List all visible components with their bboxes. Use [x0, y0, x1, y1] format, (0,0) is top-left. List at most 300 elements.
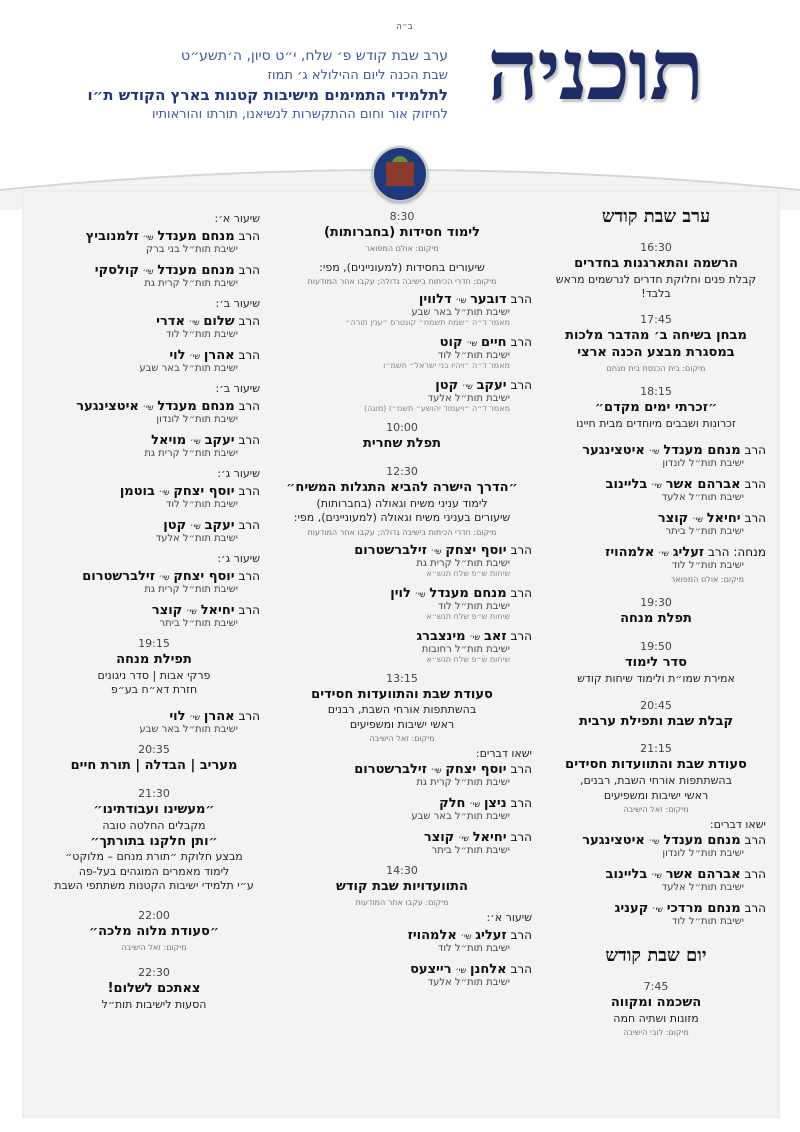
- column-motzaei-shabbat: [48, 210, 260, 1024]
- time-label: 16:30: [640, 241, 672, 254]
- event-location: מיקום: זאל הישיבה: [623, 804, 689, 814]
- speaker-list: [48, 709, 260, 735]
- speaker-last-name: אלמהויז: [605, 545, 655, 561]
- event-title: תפלת מנחה: [620, 611, 692, 627]
- speaker-yeshiva: ישיבת תות״ל ביתר: [431, 845, 510, 857]
- speaker-title: הרב: [238, 484, 260, 498]
- yeshiva-logo: [372, 146, 428, 202]
- speaker-honorific: שי׳: [142, 233, 154, 242]
- speaker-yeshiva: ישיבת תות״ל קרית גת: [144, 278, 238, 289]
- event-title: תפילת מנחה: [116, 652, 192, 667]
- speaker-entry: [48, 518, 260, 544]
- speaker-yeshiva: ישיבת תות״ל לונדון: [662, 458, 744, 470]
- event-subtitle: לימוד עניני משיח וגאולה (בחברותות): [316, 496, 488, 510]
- time-label: 17:45: [640, 313, 672, 327]
- speaker-entry: [272, 586, 532, 621]
- speaker-entry: [48, 603, 260, 629]
- shiur-label: שיעור ב׳:: [215, 297, 260, 310]
- speaker-honorific: שי׳: [648, 447, 660, 457]
- time-label: 18:15: [640, 385, 672, 399]
- speaker-last-name: לוי: [169, 709, 186, 725]
- speaker-first-name: אלחנן: [469, 961, 507, 977]
- speaker-last-name: זילברשטרום: [354, 542, 427, 558]
- speaker-honorific: שי׳: [430, 766, 442, 776]
- speaker-name: [546, 833, 766, 848]
- speaker-yeshiva: ישיבת תות״ל אלעד: [661, 492, 744, 504]
- event-subtitle: הסעות לישיבות תות״ל: [101, 998, 207, 1012]
- speaker-first-name: יעקב: [204, 518, 235, 533]
- speaker-first-name: יוסף יצחק: [445, 542, 507, 558]
- event-subtitle: שיעורים בחסידות (למעוניינים), מפי:: [319, 260, 485, 274]
- speaker-last-name: זלמנוביץ: [85, 229, 139, 244]
- section-heading-yom-shabbat: יום שבת קודש: [605, 944, 707, 966]
- speaker-name: [48, 314, 260, 329]
- speaker-title: הרב: [238, 518, 260, 532]
- schedule-item: [272, 864, 532, 907]
- speaker-title: הרב: [510, 762, 532, 777]
- event-subtitle: קבלת פנים וחלוקת חדרים לנרשמים מראש בלבד!: [555, 272, 757, 301]
- schedule-item: [272, 210, 532, 253]
- speaker-title: הרב: [238, 709, 260, 724]
- event-subtitle: מקבלים החלטה טובה: [102, 819, 206, 833]
- schedule-item: [48, 637, 260, 697]
- schedule-item: [272, 261, 532, 286]
- event-title: מעריב | הבדלה | תורת חיים: [70, 758, 238, 774]
- speaker-first-name: יוסף יצחק: [173, 484, 235, 499]
- time-label: 13:15: [386, 671, 418, 685]
- speaker-yeshiva: ישיבת תות״ל לוד: [165, 499, 238, 510]
- speaker-entry: [272, 928, 532, 954]
- speaker-entry: [48, 484, 260, 510]
- speaker-name: [546, 443, 766, 458]
- event-location: מיקום: לובי הישיבה: [623, 1028, 689, 1038]
- event-subtitle: זכרונות ושבבים מיוחדים מבית חיינו: [576, 417, 736, 431]
- schedule-item: [546, 742, 766, 813]
- event-title: סדר לימוד: [624, 655, 688, 671]
- speaker-topic: שיחות ש״פ שלח תנש״א: [426, 654, 510, 664]
- speaker-name: [48, 348, 260, 363]
- speaker-honorific: שי׳: [414, 589, 426, 599]
- event-location: מיקום: חדרי הכיתות בישיבה גדולה; עקבו אחר המודעות: [307, 277, 497, 287]
- speaker-last-name: קולסקי: [94, 263, 139, 278]
- schedule-item: [546, 980, 766, 1037]
- schedule-item: [48, 966, 260, 1012]
- speaker-name: [546, 901, 766, 916]
- speakers-label: ישאו דברים:: [475, 747, 532, 761]
- time-label: 19:30: [640, 596, 672, 610]
- speaker-entry: [48, 709, 260, 735]
- speaker-yeshiva: ישיבת תות״ל לוד: [437, 350, 510, 362]
- speaker-yeshiva: ישיבת תות״ל לונדון: [662, 847, 744, 859]
- speaker-entry: [546, 833, 766, 859]
- speaker-name: [48, 229, 260, 244]
- speaker-list: [546, 833, 766, 927]
- speaker-last-name: קטן: [435, 378, 459, 394]
- speaker-first-name: מנחם מענדל: [429, 585, 507, 601]
- speaker-yeshiva: ישיבת תות״ל ביתר: [665, 526, 744, 538]
- speaker-first-name: זעליג: [672, 545, 705, 561]
- event-location: מיקום: עקבו אחר המודעות: [355, 897, 449, 907]
- speaker-first-name: שלום: [203, 314, 235, 329]
- column-yom-shabbat: [272, 210, 532, 996]
- speaker-yeshiva: ישיבת תות״ל לוד: [437, 942, 510, 954]
- speaker-name: [48, 518, 260, 533]
- speaker-yeshiva: ישיבת תות״ל אלעד: [427, 393, 510, 405]
- speaker-yeshiva: ישיבת תות״ל באר שבע: [411, 811, 510, 823]
- schedule-item: [272, 672, 532, 743]
- speaker-name: [272, 762, 532, 777]
- speaker-name: [48, 399, 260, 414]
- speaker-first-name: מנחם מענדל: [157, 263, 235, 278]
- time-label: 19:50: [640, 640, 672, 654]
- event-title: תפלת שחרית: [362, 436, 442, 452]
- speaker-name: [48, 709, 260, 724]
- event-title: השכמה ומקווה: [610, 994, 702, 1010]
- speaker-last-name: קוצר: [657, 511, 689, 527]
- speaker-first-name: אברהם אשר: [665, 866, 741, 882]
- time-label: 21:15: [640, 742, 672, 756]
- speaker-entry: [546, 511, 766, 537]
- speaker-last-name: קוט: [439, 335, 463, 351]
- speaker-name: [48, 484, 260, 499]
- speaker-entry: [48, 399, 260, 425]
- speaker-entry: [48, 433, 260, 459]
- speaker-honorific: שי׳: [455, 965, 467, 975]
- event-title: לימוד חסידות (בחברותות): [323, 225, 481, 240]
- speaker-honorific: שי׳: [651, 870, 662, 880]
- event-subtitle: בהשתתפות אורחי השבת, רבנים,: [580, 774, 732, 788]
- speaker-title: הרב: [238, 314, 260, 328]
- speaker-name: [272, 378, 532, 393]
- speaker-last-name: בליינוב: [605, 477, 648, 493]
- time-label: 20:35: [138, 743, 170, 757]
- speaker-first-name: מנחם מרדכי: [666, 900, 741, 916]
- speaker-yeshiva: ישיבת תות״ל רחובות: [421, 643, 510, 655]
- speaker-honorific: שי׳: [188, 318, 200, 327]
- speaker-last-name: קוצר: [423, 830, 455, 846]
- event-title: סעודת שבת והתוועדות חסידים: [565, 757, 747, 773]
- speaker-name: [546, 477, 766, 492]
- speaker-list: [48, 484, 260, 544]
- speaker-name: [272, 292, 532, 307]
- speaker-honorific: שי׳: [186, 607, 197, 616]
- schedule-item: [546, 313, 766, 373]
- speaker-last-name: זילברשטרום: [354, 762, 427, 778]
- speaker-title: הרב: [238, 399, 260, 413]
- time-label: 20:45: [640, 698, 672, 712]
- event-subtitle: לימוד מאמרים המוגהים בעל-פה: [78, 864, 230, 878]
- speaker-title: הרב: [744, 832, 766, 847]
- schedule-item: [48, 787, 260, 893]
- speaker-name: [272, 629, 532, 644]
- speaker-honorific: שי׳: [460, 931, 472, 941]
- speaker-title: הרב: [238, 263, 260, 277]
- speaker-name: [272, 928, 532, 943]
- event-title: ״ותן חלקנו בתורתך״: [90, 833, 218, 849]
- speaker-title: הרב: [744, 866, 766, 881]
- speaker-title: הרב: [510, 628, 532, 643]
- speaker-name: [272, 335, 532, 350]
- speaker-title: הרב: [510, 830, 532, 845]
- speaker-title: הרב: [510, 927, 532, 942]
- speaker-list: [546, 443, 766, 571]
- section-heading-erev-shabbat: ערב שבת קודש: [601, 206, 711, 227]
- speaker-first-name: יחיאל: [200, 603, 235, 618]
- speaker-honorific: שי׳: [469, 800, 481, 810]
- speaker-entry: [546, 477, 766, 503]
- speaker-last-name: חלק: [439, 796, 466, 812]
- speaker-yeshiva: ישיבת תות״ל באר שבע: [139, 724, 238, 736]
- event-location: מיקום: זאל הישיבה: [369, 734, 435, 744]
- event-title: ״סעודת מלוה מלכה״: [88, 924, 220, 940]
- speaker-yeshiva: ישיבת תות״ל לוד: [437, 600, 510, 612]
- speaker-first-name: זעליג: [475, 927, 507, 943]
- speaker-honorific: שי׳: [158, 573, 170, 582]
- speaker-first-name: יחיאל: [472, 830, 507, 846]
- speaker-first-name: מנחם מענדל: [663, 832, 741, 848]
- speaker-name: [272, 586, 532, 601]
- event-location: מיקום: זאל הישיבה: [121, 943, 187, 953]
- speaker-entry: [272, 796, 532, 822]
- schedule-item: [48, 743, 260, 775]
- speaker-last-name: מינצברג: [416, 628, 466, 644]
- speaker-entry: [272, 830, 532, 856]
- event-title: הרשמה והתארגנות בחדרים: [574, 256, 738, 271]
- speaker-yeshiva: ישיבת תות״ל אלעד: [661, 881, 744, 893]
- speaker-last-name: קטן: [163, 518, 187, 533]
- event-subtitle: פרקי אבות | סדר ניגונים: [97, 668, 211, 682]
- speaker-first-name: מנחם מענדל: [663, 443, 741, 459]
- schedule-item: [546, 596, 766, 628]
- speakers-label: ישאו דברים:: [709, 817, 766, 831]
- speaker-entry: [546, 867, 766, 893]
- speaker-yeshiva: ישיבת תות״ל לוד: [671, 915, 744, 927]
- event-subtitle: חזרת דא״ח בע״פ: [110, 683, 198, 697]
- subtitle-audience: לתלמידי התמימים מישיבות קטנות בארץ הקודש ת״ו: [87, 86, 448, 104]
- speaker-first-name: דובער: [470, 292, 507, 308]
- schedule-item: [546, 241, 766, 301]
- speaker-topic: שיחות ש״פ שלח תנש״א: [426, 611, 510, 621]
- speaker-entry: [546, 545, 766, 571]
- speaker-name: [48, 603, 260, 618]
- speaker-entry: [48, 229, 260, 255]
- schedule-item: [546, 699, 766, 731]
- speaker-list: [48, 314, 260, 374]
- speaker-first-name: אהרן: [203, 348, 235, 363]
- speaker-yeshiva: ישיבת תות״ל ביתר: [159, 618, 238, 629]
- speaker-entry: [48, 569, 260, 595]
- event-location: מיקום: אולם המפואר: [365, 243, 439, 253]
- speaker-list: [272, 762, 532, 856]
- time-label: 19:15: [138, 637, 170, 650]
- event-title: סעודת שבת והתוועדות חסידים: [311, 686, 493, 702]
- speaker-honorific: שי׳: [652, 904, 663, 914]
- speaker-honorific: שי׳: [462, 382, 473, 392]
- speaker-last-name: איטצינגער: [582, 443, 645, 459]
- shiurim-groups: [48, 212, 260, 629]
- speaker-honorific: שי׳: [466, 339, 478, 349]
- speaker-name: [48, 569, 260, 584]
- speaker-yeshiva: ישיבת תות״ל קרית גת: [416, 777, 510, 789]
- speaker-entry: [272, 762, 532, 788]
- speaker-list: [272, 928, 532, 988]
- speaker-last-name: בוטמן: [119, 484, 155, 499]
- speaker-honorific: שי׳: [692, 515, 703, 525]
- column-erev-shabbat: [546, 200, 766, 1049]
- speaker-title: הרב: [238, 603, 260, 617]
- speaker-last-name: אלמהויז: [407, 927, 457, 943]
- speaker-entry: [272, 378, 532, 413]
- speaker-first-name: יעקב: [204, 433, 235, 448]
- speaker-topic: מאמר ד״ה ״ויעמוד יהושע״ תשמ״ז (מוגה): [364, 404, 510, 414]
- shiur-label: שיעור ג׳:: [217, 467, 260, 480]
- speaker-last-name: דלווין: [418, 292, 452, 308]
- speaker-first-name: אהרן: [203, 709, 235, 725]
- speaker-yeshiva: ישיבת תות״ל קרית גת: [144, 448, 238, 459]
- speaker-title: מנחה: הרב: [707, 545, 766, 560]
- speaker-honorific: שי׳: [648, 836, 660, 846]
- speaker-yeshiva: ישיבת תות״ל לוד: [671, 560, 744, 572]
- speaker-first-name: יעקב: [476, 378, 507, 394]
- speaker-honorific: שי׳: [190, 522, 201, 531]
- speaker-entry: [48, 314, 260, 340]
- subtitle-occasion: שבת הכנה ליום ההילולא ג׳ תמוז: [267, 68, 448, 83]
- speaker-last-name: רייצעס: [410, 961, 452, 977]
- event-title: התוועדויות שבת קודש: [336, 879, 468, 895]
- time-label: 8:30: [389, 210, 415, 223]
- speaker-name: [272, 796, 532, 811]
- speaker-honorific: שי׳: [142, 267, 154, 276]
- event-location: מיקום: אולם המפואר: [670, 575, 744, 585]
- speaker-title: הרב: [238, 348, 260, 362]
- speaker-honorific: שי׳: [142, 403, 154, 412]
- time-label: 12:30: [386, 465, 418, 479]
- event-title: ״זכרתי ימים מקדם״: [594, 400, 718, 416]
- speaker-list: [48, 229, 260, 289]
- event-subtitle: ע״י תלמידי ישיבות הקטנות משתתפי השבת: [54, 879, 254, 893]
- event-title: קבלת שבת ותפילת ערבית: [578, 713, 734, 729]
- speaker-first-name: זאב: [484, 628, 507, 644]
- speaker-title: הרב: [744, 511, 766, 526]
- speaker-first-name: ניצן: [483, 796, 507, 812]
- time-label: 22:00: [138, 909, 170, 923]
- speaker-yeshiva: ישיבת תות״ל לוד: [165, 329, 238, 340]
- time-label: 14:30: [386, 864, 418, 878]
- event-subtitle: מבצע חלוקת ״תורת מנחם – מלוקט״: [65, 850, 243, 864]
- speaker-name: [272, 962, 532, 977]
- speaker-honorific: שי׳: [430, 546, 442, 556]
- speaker-entry: [48, 348, 260, 374]
- event-subtitle: שיעורים בעניני משיח וגאולה (למעוניינים), מפי:: [293, 511, 511, 525]
- speaker-entry: [272, 335, 532, 370]
- speaker-yeshiva: ישיבת תות״ל לונדון: [156, 414, 238, 425]
- speaker-first-name: אברהם אשר: [665, 477, 741, 493]
- time-label: 10:00: [386, 421, 418, 435]
- speaker-honorific: שי׳: [190, 437, 201, 446]
- speaker-honorific: שי׳: [189, 352, 201, 361]
- speaker-last-name: זילברשטרום: [82, 569, 155, 584]
- shiur-label: שיעור א׳:: [486, 910, 532, 924]
- bh-mark: ב״ה: [396, 22, 413, 32]
- speaker-yeshiva: ישיבת תות״ל קרית גת: [144, 584, 238, 595]
- event-title: במסגרת מבצע הכנה ארצי: [577, 345, 735, 361]
- speaker-yeshiva: ישיבת תות״ל קרית גת: [416, 557, 510, 569]
- event-title: מבחן בשיחה ב׳ מהדבר מלכות: [565, 328, 747, 344]
- speaker-last-name: אדרי: [156, 314, 185, 329]
- speaker-honorific: שי׳: [651, 481, 662, 491]
- speaker-honorific: שי׳: [158, 488, 170, 497]
- speaker-first-name: יחיאל: [706, 511, 741, 527]
- shiur-label: שיעור ג׳:: [217, 552, 260, 565]
- speaker-entry: [272, 962, 532, 988]
- speaker-title: הרב: [510, 335, 532, 350]
- speaker-title: הרב: [238, 229, 260, 243]
- speaker-title: הרב: [744, 900, 766, 915]
- speaker-entry: [272, 292, 532, 327]
- speaker-topic: שיחות ש״פ שלח תנש״א: [426, 568, 510, 578]
- speaker-first-name: חיים: [480, 335, 507, 351]
- subtitle-purpose: לחיזוק אור וחום ההתקשרות לנשיאנו, תורתו והוראותיו: [152, 107, 448, 122]
- speaker-yeshiva: ישיבת תות״ל באר שבע: [411, 307, 510, 319]
- schedule-item: [272, 421, 532, 453]
- schedule-item: [546, 385, 766, 431]
- speaker-honorific: שי׳: [189, 713, 201, 723]
- time-label: 22:30: [138, 966, 170, 980]
- event-location: מיקום: בית הכנסת בית מנחם: [606, 364, 706, 374]
- speaker-list: [48, 569, 260, 629]
- speaker-entry: [48, 263, 260, 289]
- subtitle-date: ערב שבת קודש פ׳ שלח, י״ט סיון, ה׳תשע״ט: [181, 48, 448, 64]
- speaker-list: [272, 543, 532, 664]
- speaker-first-name: יוסף יצחק: [173, 569, 235, 584]
- speaker-last-name: בליינוב: [605, 866, 648, 882]
- speaker-last-name: לוין: [390, 585, 411, 601]
- speaker-yeshiva: ישיבת תות״ל אלעד: [427, 976, 510, 988]
- shiur-label: שיעור א׳:: [214, 212, 260, 225]
- shiur-label: שיעור ב׳:: [215, 382, 260, 395]
- schedule-item: [546, 640, 766, 686]
- speaker-title: הרב: [744, 443, 766, 458]
- time-label: 21:30: [138, 787, 170, 801]
- speaker-last-name: קעניג: [614, 900, 649, 916]
- speaker-last-name: איטצינגער: [582, 832, 645, 848]
- speaker-entry: [546, 443, 766, 469]
- speaker-name: [546, 511, 766, 526]
- event-subtitle: בהשתתפות אורחי השבת, רבנים: [327, 703, 477, 717]
- speaker-entry: [272, 543, 532, 578]
- speaker-first-name: מנחם מענדל: [157, 399, 235, 414]
- speaker-yeshiva: ישיבת תות״ל בני ברק: [146, 244, 238, 255]
- speaker-title: הרב: [238, 433, 260, 447]
- event-subtitle: אמירת שמו״ת ולימוד שיחות קודש: [577, 672, 735, 686]
- speaker-entry: [272, 629, 532, 664]
- speaker-name: [272, 830, 532, 845]
- speaker-name: [546, 867, 766, 882]
- speaker-honorific: שי׳: [469, 632, 481, 642]
- event-title: ״הדרך הישרה להביא התגלות המשיח״: [286, 480, 518, 496]
- page-title: תוכניה: [486, 20, 702, 119]
- event-title: ״מעשינו ועבודתינו״: [93, 802, 215, 818]
- speaker-yeshiva: ישיבת תות״ל באר שבע: [139, 363, 238, 374]
- speaker-title: הרב: [510, 378, 532, 393]
- time-label: 7:45: [643, 979, 669, 993]
- speaker-title: הרב: [510, 796, 532, 811]
- speaker-name: [546, 545, 766, 560]
- speaker-honorific: שי׳: [458, 834, 469, 844]
- speaker-topic: מאמר ד״ה ״שמח תשמח״ קונטרס ״ענין תורה״: [345, 318, 510, 328]
- speaker-last-name: איטצינגער: [76, 399, 139, 414]
- speaker-first-name: מנחם מענדל: [157, 229, 235, 244]
